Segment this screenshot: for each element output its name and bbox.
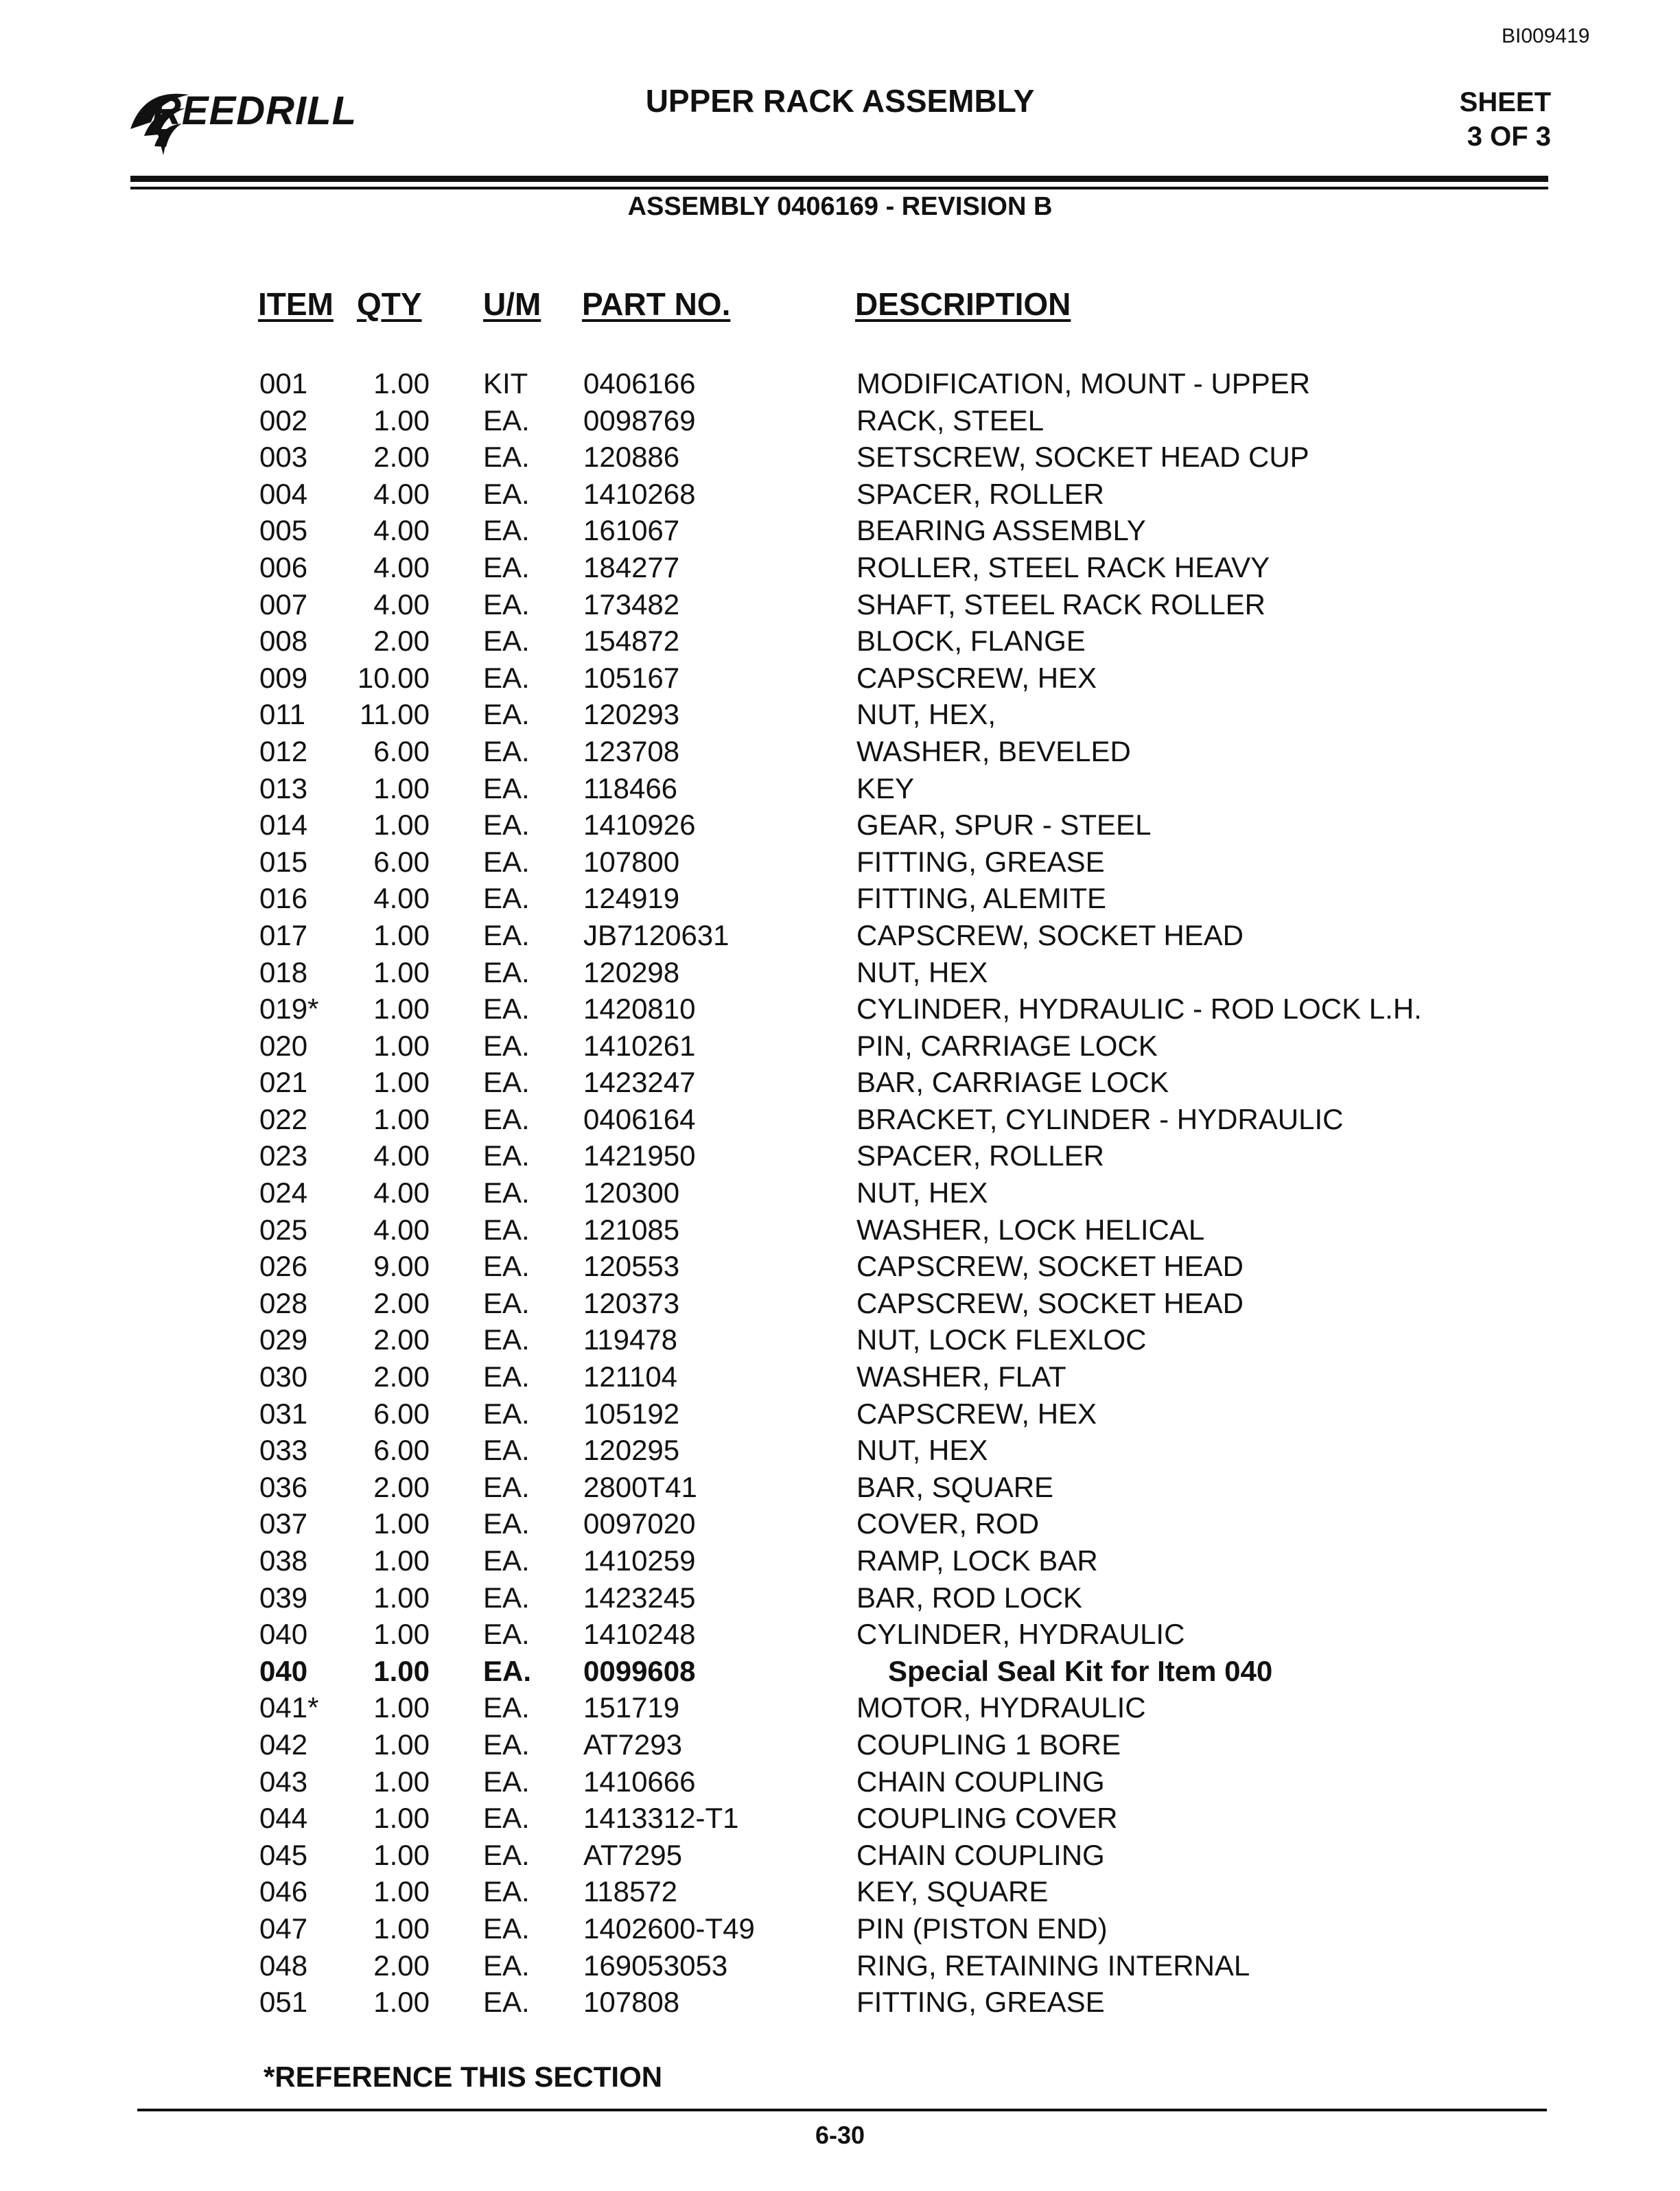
qty-cell: 1.00	[373, 1654, 430, 1687]
qty-cell: 1.00	[373, 955, 430, 988]
sheet-indicator	[1460, 85, 1551, 154]
qty-cell: 10.00	[357, 661, 430, 694]
item-cell: 040	[259, 1654, 308, 1687]
um-cell: EA.	[483, 1618, 530, 1651]
item-cell: 008	[259, 625, 308, 658]
part-number-cell: 118572	[583, 1875, 678, 1908]
qty-cell: 1.00	[373, 1838, 430, 1871]
item-cell: 004	[259, 477, 308, 510]
description-cell: BLOCK, FLANGE	[856, 625, 1086, 658]
part-number-cell: 120886	[583, 441, 680, 474]
description-cell: SHAFT, STEEL RACK ROLLER	[856, 588, 1265, 621]
table-row	[0, 1984, 1680, 2021]
part-number-cell: 1421950	[583, 1139, 696, 1172]
item-cell: 024	[259, 1176, 308, 1209]
um-cell: EA.	[483, 1986, 530, 2019]
part-number-cell: 1410666	[583, 1765, 696, 1798]
um-cell: EA.	[483, 993, 530, 1025]
table-row	[0, 1542, 1680, 1579]
item-cell: 013	[259, 772, 308, 804]
part-number-cell: 124919	[583, 882, 680, 915]
item-cell: 022	[259, 1102, 308, 1135]
qty-cell: 1.00	[373, 404, 430, 437]
table-row	[0, 1212, 1680, 1249]
table-row	[0, 1432, 1680, 1469]
item-cell: 039	[259, 1581, 308, 1614]
um-cell: EA.	[483, 1875, 530, 1908]
table-row	[0, 1947, 1680, 1984]
um-cell: EA.	[483, 1176, 530, 1209]
qty-cell: 1.00	[373, 1728, 430, 1761]
item-cell: 018	[259, 955, 308, 988]
item-cell: 015	[259, 845, 308, 878]
qty-cell: 4.00	[373, 588, 430, 621]
item-cell: 014	[259, 809, 308, 842]
part-number-cell: 107800	[583, 845, 680, 878]
um-cell: EA.	[483, 1470, 530, 1503]
column-header-item: ITEM	[258, 286, 334, 322]
description-cell: CYLINDER, HYDRAULIC - ROD LOCK L.H.	[856, 993, 1422, 1025]
document-id: BI009419	[1502, 25, 1590, 47]
part-number-cell: 1410268	[583, 477, 696, 510]
description-cell: CHAIN COUPLING	[856, 1765, 1105, 1798]
sheet-value: 3 OF 3	[1467, 121, 1551, 152]
description-cell: PIN, CARRIAGE LOCK	[856, 1029, 1158, 1062]
table-row	[0, 439, 1680, 476]
table-row	[0, 512, 1680, 549]
part-number-cell: 161067	[583, 514, 680, 547]
item-cell: 046	[259, 1875, 308, 1908]
table-row	[0, 623, 1680, 660]
part-number-cell: 2800T41	[583, 1470, 697, 1503]
um-cell: EA.	[483, 772, 530, 804]
item-cell: 026	[259, 1250, 308, 1283]
table-row	[0, 476, 1680, 513]
description-cell: CYLINDER, HYDRAULIC	[856, 1618, 1185, 1651]
part-number-cell: 151719	[583, 1691, 680, 1724]
part-number-cell: 1423245	[583, 1581, 696, 1614]
part-number-cell: 0406164	[583, 1102, 696, 1135]
table-row	[0, 1653, 1680, 1690]
item-cell: 007	[259, 588, 308, 621]
table-row	[0, 1873, 1680, 1910]
item-cell: 045	[259, 1838, 308, 1871]
description-cell: KEY	[856, 772, 915, 804]
item-cell: 051	[259, 1986, 308, 2019]
um-cell: EA.	[483, 588, 530, 621]
item-cell: 048	[259, 1949, 308, 1982]
column-header-um: U/M	[483, 286, 541, 322]
part-number-cell: JB7120631	[583, 918, 730, 951]
part-number-cell: AT7293	[583, 1728, 682, 1761]
description-cell: FITTING, GREASE	[856, 1986, 1105, 2019]
table-row	[0, 807, 1680, 844]
item-cell: 047	[259, 1912, 308, 1945]
item-cell: 044	[259, 1802, 308, 1835]
page-title: UPPER RACK ASSEMBLY	[645, 83, 1035, 119]
qty-cell: 1.00	[373, 367, 430, 399]
footnote: *REFERENCE THIS SECTION	[264, 2061, 663, 2093]
table-row	[0, 1174, 1680, 1212]
part-number-cell: 107808	[583, 1986, 680, 2019]
item-cell: 025	[259, 1213, 308, 1246]
item-cell: 023	[259, 1139, 308, 1172]
description-cell: RACK, STEEL	[856, 404, 1045, 437]
item-cell: 041*	[259, 1691, 319, 1724]
qty-cell: 2.00	[373, 1360, 430, 1393]
part-number-cell: 119478	[583, 1323, 678, 1356]
qty-cell: 1.00	[373, 1986, 430, 2019]
qty-cell: 4.00	[373, 550, 430, 583]
description-cell: KEY, SQUARE	[856, 1875, 1049, 1908]
um-cell: EA.	[483, 1507, 530, 1540]
item-cell: 033	[259, 1434, 308, 1467]
description-cell: WASHER, BEVELED	[856, 734, 1131, 767]
table-row	[0, 917, 1680, 954]
table-row	[0, 660, 1680, 697]
um-cell: EA.	[483, 550, 530, 583]
item-cell: 038	[259, 1544, 308, 1577]
table-row	[0, 1579, 1680, 1616]
part-number-cell: 0097020	[583, 1507, 696, 1540]
qty-cell: 1.00	[373, 993, 430, 1025]
table-row	[0, 1064, 1680, 1101]
table-row	[0, 1028, 1680, 1065]
table-row	[0, 1800, 1680, 1837]
qty-cell: 2.00	[373, 441, 430, 474]
qty-cell: 1.00	[373, 1544, 430, 1577]
qty-cell: 4.00	[373, 1176, 430, 1209]
table-row	[0, 1137, 1680, 1174]
item-cell: 036	[259, 1470, 308, 1503]
description-cell: FITTING, ALEMITE	[856, 882, 1107, 915]
um-cell: EA.	[483, 661, 530, 694]
qty-cell: 4.00	[373, 1213, 430, 1246]
item-cell: 019*	[259, 993, 319, 1025]
qty-cell: 11.00	[360, 698, 430, 731]
um-cell: EA.	[483, 809, 530, 842]
part-number-cell: 173482	[583, 588, 680, 621]
um-cell: EA.	[483, 1250, 530, 1283]
qty-cell: 6.00	[373, 845, 430, 878]
table-row	[0, 586, 1680, 623]
item-cell: 020	[259, 1029, 308, 1062]
um-cell: EA.	[483, 1949, 530, 1982]
item-cell: 012	[259, 734, 308, 767]
description-cell: BEARING ASSEMBLY	[856, 514, 1146, 547]
item-cell: 005	[259, 514, 308, 547]
table-row	[0, 1248, 1680, 1285]
um-cell: EA.	[483, 918, 530, 951]
table-row	[0, 402, 1680, 439]
table-row	[0, 770, 1680, 807]
description-cell: NUT, HEX,	[856, 698, 996, 731]
item-cell: 028	[259, 1286, 308, 1319]
part-number-cell: 1410248	[583, 1618, 696, 1651]
qty-cell: 1.00	[373, 1029, 430, 1062]
description-cell: FITTING, GREASE	[856, 845, 1105, 878]
description-cell: BAR, CARRIAGE LOCK	[856, 1066, 1169, 1099]
qty-cell: 4.00	[373, 477, 430, 510]
description-cell: Special Seal Kit for Item 040	[888, 1654, 1273, 1687]
description-cell: MODIFICATION, MOUNT - UPPER	[856, 367, 1311, 399]
um-cell: EA.	[483, 1838, 530, 1871]
um-cell: EA.	[483, 1066, 530, 1099]
part-number-cell: 0099608	[583, 1654, 696, 1687]
logo-text: REEDRILL	[152, 89, 357, 133]
qty-cell: 4.00	[373, 514, 430, 547]
part-number-cell: 0406166	[583, 367, 696, 399]
qty-cell: 1.00	[373, 809, 430, 842]
description-cell: BAR, SQUARE	[856, 1470, 1054, 1503]
column-header-description: DESCRIPTION	[855, 286, 1071, 322]
table-row	[0, 844, 1680, 881]
part-number-cell: 121085	[583, 1213, 680, 1246]
part-number-cell: 120295	[583, 1434, 680, 1467]
qty-cell: 9.00	[373, 1250, 430, 1283]
um-cell: EA.	[483, 1434, 530, 1467]
item-cell: 040	[259, 1618, 308, 1651]
table-row	[0, 990, 1680, 1028]
part-number-cell: 1420810	[583, 993, 696, 1025]
qty-cell: 1.00	[373, 918, 430, 951]
qty-cell: 2.00	[373, 1470, 430, 1503]
item-cell: 017	[259, 918, 308, 951]
description-cell: CHAIN COUPLING	[856, 1838, 1105, 1871]
um-cell: EA.	[483, 1728, 530, 1761]
table-row	[0, 1616, 1680, 1653]
description-cell: BAR, ROD LOCK	[856, 1581, 1083, 1614]
um-cell: EA.	[483, 845, 530, 878]
qty-cell: 1.00	[373, 772, 430, 804]
parts-table	[0, 365, 1680, 2021]
part-number-cell: 169053053	[583, 1949, 728, 1982]
table-row	[0, 954, 1680, 991]
um-cell: EA.	[483, 477, 530, 510]
part-number-cell: 0098769	[583, 404, 696, 437]
item-cell: 043	[259, 1765, 308, 1798]
assembly-revision: ASSEMBLY 0406169 - REVISION B	[627, 192, 1053, 221]
table-row	[0, 1395, 1680, 1433]
item-cell: 003	[259, 441, 308, 474]
item-cell: 042	[259, 1728, 308, 1761]
description-cell: NUT, HEX	[856, 955, 988, 988]
qty-cell: 1.00	[373, 1912, 430, 1945]
part-number-cell: 1413312-T1	[583, 1802, 739, 1835]
part-number-cell: 121104	[583, 1360, 678, 1393]
um-cell: EA.	[483, 734, 530, 767]
part-number-cell: 120553	[583, 1250, 680, 1283]
qty-cell: 1.00	[373, 1581, 430, 1614]
column-header-qty: QTY	[357, 286, 422, 322]
table-row	[0, 1726, 1680, 1763]
part-number-cell: 1423247	[583, 1066, 696, 1099]
um-cell: EA.	[483, 955, 530, 988]
um-cell: EA.	[483, 1323, 530, 1356]
part-number-cell: 105192	[583, 1397, 680, 1430]
item-cell: 001	[259, 367, 308, 399]
um-cell: EA.	[483, 1029, 530, 1062]
table-row	[0, 1358, 1680, 1395]
table-row	[0, 1910, 1680, 1947]
description-cell: CAPSCREW, HEX	[856, 661, 1097, 694]
description-cell: BRACKET, CYLINDER - HYDRAULIC	[856, 1102, 1344, 1135]
part-number-cell: 1410261	[583, 1029, 696, 1062]
column-header-part-no: PART NO.	[582, 286, 731, 322]
um-cell: EA.	[483, 1102, 530, 1135]
um-cell: EA.	[483, 1397, 530, 1430]
part-number-cell: 123708	[583, 734, 680, 767]
description-cell: RING, RETAINING INTERNAL	[856, 1949, 1250, 1982]
qty-cell: 4.00	[373, 882, 430, 915]
sheet-label: SHEET	[1459, 87, 1551, 117]
table-row	[0, 549, 1680, 586]
um-cell: KIT	[483, 367, 528, 399]
description-cell: NUT, LOCK FLEXLOC	[856, 1323, 1147, 1356]
um-cell: EA.	[483, 1544, 530, 1577]
description-cell: COVER, ROD	[856, 1507, 1040, 1540]
description-cell: WASHER, FLAT	[856, 1360, 1066, 1393]
item-cell: 002	[259, 404, 308, 437]
qty-cell: 4.00	[373, 1139, 430, 1172]
qty-cell: 2.00	[373, 1286, 430, 1319]
table-row	[0, 1763, 1680, 1800]
item-cell: 021	[259, 1066, 308, 1099]
part-number-cell: 1410259	[583, 1544, 696, 1577]
table-row	[0, 880, 1680, 917]
um-cell: EA.	[483, 1286, 530, 1319]
um-cell: EA.	[483, 514, 530, 547]
qty-cell: 2.00	[373, 1949, 430, 1982]
um-cell: EA.	[483, 1654, 532, 1687]
part-number-cell: 184277	[583, 550, 680, 583]
description-cell: SETSCREW, SOCKET HEAD CUP	[856, 441, 1309, 474]
qty-cell: 1.00	[373, 1066, 430, 1099]
part-number-cell: 1402600-T49	[583, 1912, 755, 1945]
description-cell: NUT, HEX	[856, 1434, 988, 1467]
qty-cell: 2.00	[373, 625, 430, 658]
table-row	[0, 696, 1680, 733]
table-row	[0, 1689, 1680, 1726]
um-cell: EA.	[483, 1213, 530, 1246]
part-number-cell: 1410926	[583, 809, 696, 842]
footer-divider	[137, 2109, 1547, 2111]
description-cell: GEAR, SPUR - STEEL	[856, 809, 1152, 842]
table-row	[0, 1285, 1680, 1322]
qty-cell: 6.00	[373, 734, 430, 767]
um-cell: EA.	[483, 1765, 530, 1798]
qty-cell: 1.00	[373, 1875, 430, 1908]
qty-cell: 1.00	[373, 1802, 430, 1835]
um-cell: EA.	[483, 1691, 530, 1724]
description-cell: COUPLING COVER	[856, 1802, 1118, 1835]
qty-cell: 6.00	[373, 1397, 430, 1430]
description-cell: MOTOR, HYDRAULIC	[856, 1691, 1146, 1724]
item-cell: 031	[259, 1397, 308, 1430]
table-row	[0, 1837, 1680, 1874]
table-row	[0, 1321, 1680, 1358]
part-number-cell: 105167	[583, 661, 680, 694]
um-cell: EA.	[483, 1139, 530, 1172]
description-cell: CAPSCREW, SOCKET HEAD	[856, 1250, 1244, 1283]
part-number-cell: 120373	[583, 1286, 680, 1319]
part-number-cell: 120300	[583, 1176, 680, 1209]
qty-cell: 1.00	[373, 1507, 430, 1540]
description-cell: WASHER, LOCK HELICAL	[856, 1213, 1205, 1246]
um-cell: EA.	[483, 404, 530, 437]
description-cell: SPACER, ROLLER	[856, 477, 1104, 510]
um-cell: EA.	[483, 1802, 530, 1835]
item-cell: 009	[259, 661, 308, 694]
description-cell: NUT, HEX	[856, 1176, 988, 1209]
description-cell: CAPSCREW, SOCKET HEAD	[856, 918, 1244, 951]
part-number-cell: 120293	[583, 698, 680, 731]
item-cell: 030	[259, 1360, 308, 1393]
table-row	[0, 1505, 1680, 1542]
part-number-cell: 154872	[583, 625, 680, 658]
qty-cell: 1.00	[373, 1618, 430, 1651]
item-cell: 011	[259, 698, 305, 731]
table-row	[0, 1101, 1680, 1138]
qty-cell: 1.00	[373, 1765, 430, 1798]
page-number: 6-30	[815, 2121, 865, 2149]
item-cell: 006	[259, 550, 308, 583]
um-cell: EA.	[483, 625, 530, 658]
part-number-cell: AT7295	[583, 1838, 682, 1871]
um-cell: EA.	[483, 1360, 530, 1393]
qty-cell: 1.00	[373, 1102, 430, 1135]
um-cell: EA.	[483, 882, 530, 915]
part-number-cell: 118466	[583, 772, 678, 804]
item-cell: 029	[259, 1323, 308, 1356]
item-cell: 037	[259, 1507, 308, 1540]
description-cell: PIN (PISTON END)	[856, 1912, 1108, 1945]
um-cell: EA.	[483, 1912, 530, 1945]
description-cell: RAMP, LOCK BAR	[856, 1544, 1098, 1577]
qty-cell: 1.00	[373, 1691, 430, 1724]
description-cell: ROLLER, STEEL RACK HEAVY	[856, 550, 1270, 583]
um-cell: EA.	[483, 441, 530, 474]
table-row	[0, 1469, 1680, 1506]
um-cell: EA.	[483, 1581, 530, 1614]
qty-cell: 6.00	[373, 1434, 430, 1467]
header-divider-thin	[130, 187, 1548, 189]
description-cell: CAPSCREW, HEX	[856, 1397, 1097, 1430]
table-row	[0, 733, 1680, 770]
description-cell: SPACER, ROLLER	[856, 1139, 1104, 1172]
description-cell: COUPLING 1 BORE	[856, 1728, 1121, 1761]
header-divider	[130, 176, 1548, 182]
part-number-cell: 120298	[583, 955, 680, 988]
description-cell: CAPSCREW, SOCKET HEAD	[856, 1286, 1244, 1319]
item-cell: 016	[259, 882, 308, 915]
qty-cell: 2.00	[373, 1323, 430, 1356]
um-cell: EA.	[483, 698, 530, 731]
table-row	[0, 365, 1680, 402]
